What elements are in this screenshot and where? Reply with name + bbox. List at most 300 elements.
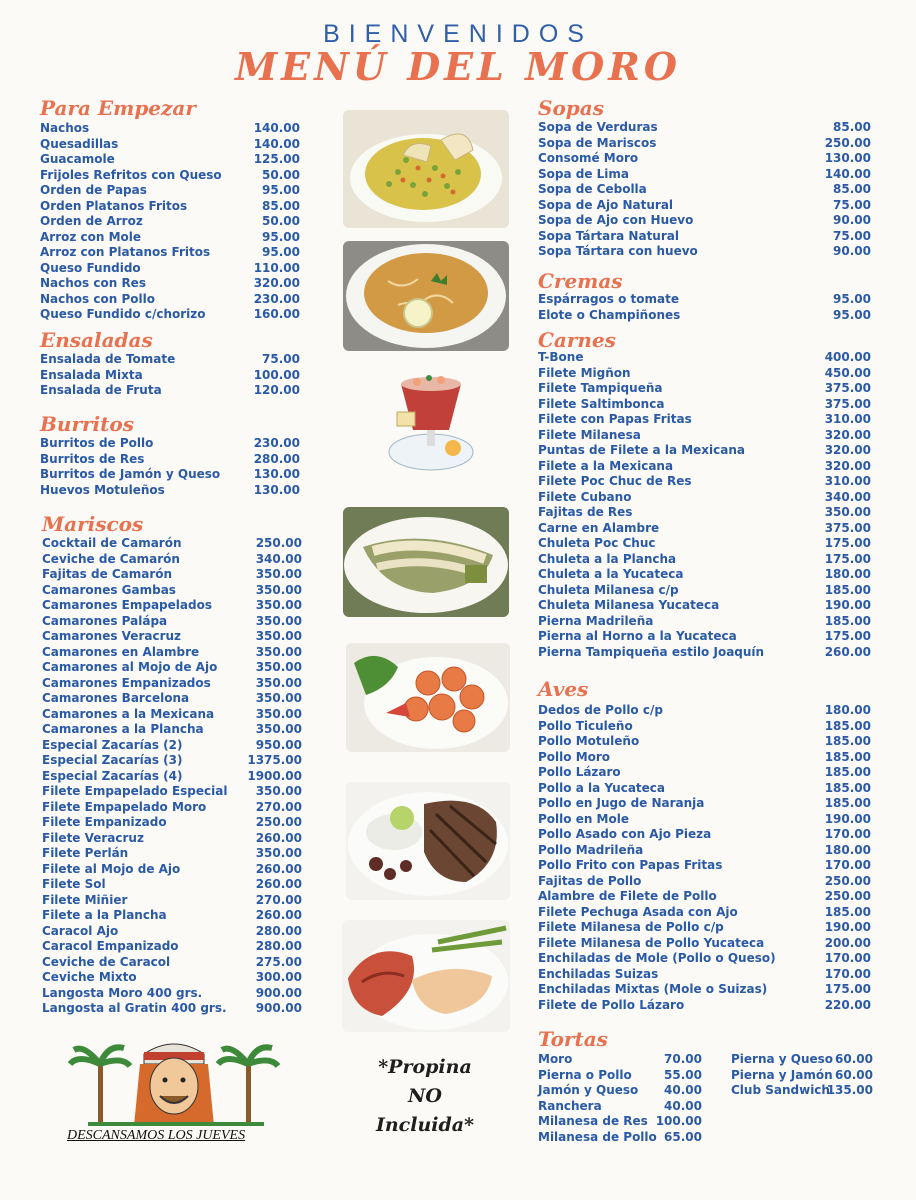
menu-item — [538, 629, 871, 645]
menu-item-price: 950.00 — [255, 737, 302, 752]
menu-item — [42, 660, 302, 676]
menu-item-name: Filete Saltimbonca — [538, 396, 665, 411]
menu-item-price: 95.00 — [262, 229, 300, 244]
menu-item-name: Guacamole — [40, 152, 115, 166]
menu-item-price: 1375.00 — [247, 753, 302, 767]
photo-garlic-shrimp — [346, 643, 510, 752]
menu-item — [40, 467, 300, 483]
menu-item-price: 125.00 — [253, 152, 300, 166]
menu-item-name: Burritos de Pollo — [40, 436, 154, 450]
heading-burritos: Burritos — [40, 412, 134, 436]
menu-item-price: 280.00 — [253, 451, 300, 466]
menu-item-price: 110.00 — [253, 260, 300, 275]
tip-line-3: Incluida* — [375, 1114, 475, 1136]
menu-item — [538, 428, 871, 444]
menu-item-name: Ceviche de Camarón — [42, 551, 180, 566]
menu-item-price: 350.00 — [255, 582, 302, 597]
menu-item-name: Orden Platanos Fritos — [40, 198, 188, 213]
menu-item — [42, 738, 302, 754]
menu-item — [42, 598, 302, 614]
restaurant-logo — [68, 1034, 282, 1130]
menu-item — [538, 982, 871, 998]
heading-mariscos: Mariscos — [42, 512, 144, 536]
menu-item-price: 130.00 — [253, 467, 300, 481]
menu-item-name: Burritos de Res — [40, 451, 145, 466]
menu-item-price: 90.00 — [833, 244, 871, 258]
menu-item-price: 175.00 — [824, 982, 871, 996]
menu-item-name: Ranchera — [538, 1098, 602, 1113]
menu-item — [538, 583, 871, 599]
menu-item-price: 350.00 — [255, 613, 302, 628]
menu-item — [538, 1083, 702, 1099]
menu-item-name: Carne en Alambre — [538, 520, 660, 535]
menu-item — [538, 198, 871, 214]
menu-item-price: 310.00 — [824, 474, 871, 488]
menu-item-name: Caracol Empanizado — [42, 939, 179, 953]
menu-item-price: 180.00 — [824, 842, 871, 857]
menu-item-name: Ensalada Mixta — [40, 367, 143, 382]
menu-item — [538, 1114, 702, 1130]
menu-item-name: Fajitas de Pollo — [538, 873, 642, 888]
menu-item-price: 60.00 — [835, 1052, 873, 1066]
menu-item-name: Sopa de Verduras — [538, 120, 658, 134]
list-burritos — [40, 436, 300, 498]
menu-item-name: Alambre de Filete de Pollo — [538, 889, 717, 903]
menu-item-name: Camarones a la Mexicana — [42, 706, 215, 721]
menu-item — [538, 598, 871, 614]
menu-item-name: Pierna y Jamón — [731, 1067, 833, 1082]
menu-item — [40, 121, 300, 137]
menu-item-name: Especial Zacarías (4) — [42, 768, 183, 783]
menu-item — [538, 1052, 702, 1068]
menu-item — [538, 459, 871, 475]
menu-item — [538, 567, 871, 583]
menu-item — [42, 831, 302, 847]
menu-item-name: Sopa Tártara con huevo — [538, 244, 698, 258]
menu-item-price: 175.00 — [824, 629, 871, 643]
menu-item-price: 75.00 — [833, 228, 871, 243]
menu-item — [40, 214, 300, 230]
menu-item-price: 350.00 — [255, 722, 302, 736]
menu-item — [538, 244, 871, 260]
menu-item-price: 180.00 — [824, 703, 871, 717]
menu-item — [40, 137, 300, 153]
menu-item-name: Fajitas de Camarón — [42, 567, 173, 581]
menu-item-name: Sopa de Lima — [538, 166, 630, 181]
list-para-empezar — [40, 121, 300, 323]
menu-item — [538, 781, 871, 797]
menu-item-name: Quesadillas — [40, 136, 119, 151]
menu-item-name: Pollo Moro — [538, 749, 611, 764]
menu-item-price: 95.00 — [833, 292, 871, 306]
heading-cremas: Cremas — [538, 269, 623, 293]
menu-item — [538, 812, 871, 828]
list-mariscos — [42, 536, 302, 1017]
menu-item-price: 280.00 — [255, 939, 302, 953]
menu-item — [538, 614, 871, 630]
menu-item-price: 350.00 — [255, 675, 302, 690]
tip-line-1: *Propina — [378, 1056, 472, 1078]
menu-item-name: Camarones Gambas — [42, 582, 176, 597]
menu-item-price: 320.00 — [824, 458, 871, 473]
list-ensaladas — [40, 352, 300, 399]
menu-item — [42, 800, 302, 816]
menu-item-price: 95.00 — [833, 307, 871, 322]
menu-item — [42, 614, 302, 630]
menu-item — [538, 796, 871, 812]
menu-item — [538, 765, 871, 781]
menu-item-name: Chuleta Poc Chuc — [538, 536, 656, 550]
menu-item-price: 900.00 — [255, 1001, 302, 1015]
menu-item-price: 200.00 — [824, 935, 871, 950]
menu-item-price: 900.00 — [255, 985, 302, 1000]
menu-item-price: 75.00 — [833, 197, 871, 212]
menu-item-name: Filete Pechuga Asada con Ajo — [538, 904, 738, 919]
photo-rice-dish — [343, 110, 509, 228]
closed-thursdays-note: DESCANSAMOS LOS JUEVES — [67, 1128, 246, 1143]
menu-item-name: Milanesa de Pollo — [538, 1129, 657, 1144]
menu-item-price: 185.00 — [824, 582, 871, 597]
menu-item — [42, 970, 302, 986]
menu-item-name: Pollo Asado con Ajo Pieza — [538, 827, 712, 841]
menu-item-name: Club Sandwich — [731, 1083, 830, 1097]
menu-item-price: 180.00 — [824, 567, 871, 581]
heading-aves: Aves — [538, 677, 589, 701]
menu-item-price: 70.00 — [664, 1052, 702, 1066]
menu-item-name: Filete al Mojo de Ajo — [42, 861, 181, 876]
menu-item-name: Sopa de Mariscos — [538, 135, 657, 150]
list-tortas-right — [731, 1052, 873, 1099]
menu-item-name: Pollo Madrileña — [538, 842, 644, 857]
menu-item-name: Filete Milanesa de Pollo Yucateca — [538, 935, 765, 950]
menu-item-name: Huevos Motuleños — [40, 482, 165, 497]
menu-item — [42, 924, 302, 940]
menu-item — [538, 505, 871, 521]
menu-item-name: Puntas de Filete a la Mexicana — [538, 443, 746, 457]
menu-item — [42, 1001, 302, 1017]
photo-grilled-steak — [346, 782, 510, 900]
menu-item-price: 340.00 — [255, 551, 302, 566]
menu-item — [40, 168, 300, 184]
menu-item — [538, 213, 871, 229]
menu-item-name: Sopa de Ajo con Huevo — [538, 213, 694, 227]
menu-item-price: 350.00 — [255, 629, 302, 643]
menu-item-price: 85.00 — [833, 182, 871, 196]
menu-item — [42, 691, 302, 707]
menu-item-name: Filete Veracruz — [42, 830, 144, 845]
menu-item — [538, 874, 871, 890]
menu-item — [42, 862, 302, 878]
menu-item-price: 320.00 — [253, 276, 300, 290]
menu-item-price: 130.00 — [824, 151, 871, 165]
menu-item — [538, 292, 871, 308]
menu-item-name: Chuleta a la Plancha — [538, 551, 677, 566]
menu-item-name: Camarones a la Plancha — [42, 722, 204, 736]
menu-item-name: Ensalada de Fruta — [40, 383, 162, 397]
menu-item — [42, 629, 302, 645]
heading-carnes: Carnes — [538, 328, 616, 352]
menu-item — [42, 707, 302, 723]
menu-item — [538, 843, 871, 859]
menu-item-name: Filete Tampiqueña — [538, 381, 663, 395]
menu-item-price: 250.00 — [255, 536, 302, 550]
menu-item-name: Pierna Tampiqueña estilo Joaquín — [538, 644, 765, 659]
menu-item — [538, 443, 871, 459]
menu-item — [42, 846, 302, 862]
menu-item — [40, 199, 300, 215]
menu-item-name: Camarones Barcelona — [42, 691, 190, 705]
menu-item — [538, 167, 871, 183]
menu-item — [538, 936, 871, 952]
menu-item — [42, 986, 302, 1002]
heading-tortas: Tortas — [538, 1027, 608, 1051]
tip-not-included-note — [350, 1053, 500, 1140]
menu-item — [40, 292, 300, 308]
list-tortas-left — [538, 1052, 702, 1145]
menu-item — [538, 120, 871, 136]
menu-item-price: 175.00 — [824, 536, 871, 550]
menu-item-name: Moro — [538, 1052, 573, 1066]
menu-item-price: 450.00 — [824, 365, 871, 380]
menu-item-price: 260.00 — [255, 861, 302, 876]
menu-item-name: Pollo a la Yucateca — [538, 780, 666, 795]
menu-item-name: Sopa de Cebolla — [538, 182, 647, 196]
menu-item-name: Pierna y Queso — [731, 1052, 834, 1066]
menu-item-price: 95.00 — [262, 183, 300, 197]
menu-item — [42, 939, 302, 955]
menu-item — [42, 567, 302, 583]
menu-item-name: Burritos de Jamón y Queso — [40, 467, 221, 481]
menu-item-price: 375.00 — [824, 381, 871, 395]
menu-item-price: 185.00 — [824, 904, 871, 919]
menu-item-price: 135.00 — [826, 1083, 873, 1097]
menu-item-price: 320.00 — [824, 443, 871, 457]
menu-item-name: Especial Zacarías (3) — [42, 753, 183, 767]
menu-item-price: 230.00 — [253, 291, 300, 306]
menu-item — [538, 397, 871, 413]
menu-item-name: Camarones al Mojo de Ajo — [42, 660, 218, 674]
menu-item — [42, 815, 302, 831]
menu-item-price: 230.00 — [253, 436, 300, 450]
menu-item — [42, 955, 302, 971]
menu-item-name: Filete Poc Chuc de Res — [538, 474, 692, 488]
menu-item-name: Filete Empanizado — [42, 815, 167, 829]
menu-item-name: T-Bone — [538, 350, 584, 364]
menu-item-name: Jamón y Queso — [538, 1083, 639, 1097]
menu-item — [538, 905, 871, 921]
menu-item — [42, 753, 302, 769]
menu-item-price: 170.00 — [824, 827, 871, 841]
menu-item-name: Chuleta Milanesa c/p — [538, 582, 679, 597]
heading-sopas: Sopas — [538, 96, 604, 120]
menu-item — [538, 967, 871, 983]
menu-item-name: Frijoles Refritos con Queso — [40, 167, 222, 182]
menu-item — [42, 676, 302, 692]
menu-item-price: 140.00 — [253, 136, 300, 151]
menu-item-price: 185.00 — [824, 613, 871, 628]
menu-item — [538, 645, 871, 661]
menu-item — [538, 412, 871, 428]
menu-item-name: Filete Empapelado Especial — [42, 784, 228, 798]
menu-item-name: Pierna o Pollo — [538, 1067, 632, 1082]
menu-item-price: 140.00 — [824, 166, 871, 181]
menu-item-name: Queso Fundido c/chorizo — [40, 307, 206, 321]
menu-item-name: Pollo Lázaro — [538, 765, 621, 779]
menu-item — [538, 920, 871, 936]
menu-item-name: Ceviche Mixto — [42, 970, 137, 984]
menu-item — [42, 552, 302, 568]
menu-item — [40, 230, 300, 246]
menu-item-name: Pollo Frito con Papas Fritas — [538, 858, 723, 872]
menu-item — [42, 893, 302, 909]
menu-item — [538, 182, 871, 198]
menu-item-name: Nachos con Pollo — [40, 291, 155, 306]
menu-item — [538, 1099, 702, 1115]
menu-item-price: 185.00 — [824, 734, 871, 748]
menu-item-name: Fajitas de Res — [538, 505, 633, 519]
list-sopas — [538, 120, 871, 260]
menu-item-price: 100.00 — [655, 1114, 702, 1128]
menu-item-price: 190.00 — [824, 811, 871, 826]
menu-item — [538, 750, 871, 766]
menu-item-price: 350.00 — [255, 784, 302, 798]
menu-item-name: Dedos de Pollo c/p — [538, 703, 663, 717]
welcome-text: BIENVENIDOS — [323, 20, 593, 48]
menu-item-price: 85.00 — [262, 198, 300, 213]
menu-item-name: Pollo en Jugo de Naranja — [538, 796, 705, 810]
menu-item-name: Queso Fundido — [40, 260, 141, 275]
menu-item-price: 50.00 — [262, 214, 300, 228]
menu-item — [40, 276, 300, 292]
menu-item-name: Camarones Empanizados — [42, 675, 211, 690]
menu-item-name: Filete Perlán — [42, 846, 129, 860]
menu-item-price: 175.00 — [824, 551, 871, 566]
menu-item-price: 260.00 — [255, 830, 302, 845]
menu-item-name: Orden de Papas — [40, 183, 147, 197]
menu-item-name: Camarones Veracruz — [42, 629, 182, 643]
menu-item-price: 270.00 — [255, 799, 302, 814]
menu-item-price: 95.00 — [262, 245, 300, 259]
menu-item-price: 350.00 — [824, 505, 871, 519]
menu-item-name: Ensalada de Tomate — [40, 352, 176, 366]
menu-item — [42, 784, 302, 800]
menu-item — [40, 452, 300, 468]
menu-item-name: Arroz con Platanos Fritos — [40, 245, 211, 259]
menu-item — [538, 136, 871, 152]
menu-item-price: 160.00 — [253, 307, 300, 321]
menu-item-name: Pollo Motuleño — [538, 734, 640, 748]
menu-item-name: Pierna Madrileña — [538, 613, 654, 628]
menu-item-price: 170.00 — [824, 858, 871, 872]
menu-item-name: Orden de Arroz — [40, 214, 143, 228]
menu-item — [538, 151, 871, 167]
menu-item-name: Filete Sol — [42, 877, 106, 891]
menu-item — [538, 889, 871, 905]
menu-item-name: Enchiladas Mixtas (Mole o Suizas) — [538, 982, 768, 996]
menu-item-price: 50.00 — [262, 167, 300, 182]
menu-item-price: 185.00 — [824, 749, 871, 764]
menu-item-price: 340.00 — [824, 489, 871, 504]
menu-item-price: 280.00 — [255, 923, 302, 938]
menu-item-name: Langosta Moro 400 grs. — [42, 985, 203, 1000]
menu-item — [538, 951, 871, 967]
palm-tree-icon — [70, 1047, 130, 1122]
menu-item — [40, 383, 300, 399]
menu-item-price: 185.00 — [824, 780, 871, 795]
menu-item — [42, 645, 302, 661]
menu-item-price: 130.00 — [253, 482, 300, 497]
menu-item-name: Filete con Papas Fritas — [538, 412, 692, 426]
menu-item-name: Chuleta Milanesa Yucateca — [538, 598, 720, 612]
menu-item-name: Sopa de Ajo Natural — [538, 197, 674, 212]
menu-item-name: Filete a la Plancha — [42, 908, 167, 922]
menu-item-price: 170.00 — [824, 951, 871, 965]
menu-item-name: Cocktail de Camarón — [42, 536, 182, 550]
menu-item-name: Enchiladas de Mole (Pollo o Queso) — [538, 951, 776, 965]
menu-item — [538, 381, 871, 397]
menu-item-price: 40.00 — [664, 1098, 702, 1113]
menu-item — [731, 1068, 873, 1084]
menu-item-name: Consomé Moro — [538, 151, 639, 165]
menu-item-price: 400.00 — [824, 350, 871, 364]
menu-item-name: Chuleta a la Yucateca — [538, 567, 684, 581]
menu-item-name: Ceviche de Caracol — [42, 954, 171, 969]
menu-item — [538, 719, 871, 735]
menu-item — [40, 352, 300, 368]
menu-item-price: 185.00 — [824, 765, 871, 779]
palm-tree-icon — [218, 1047, 278, 1122]
menu-item — [40, 245, 300, 261]
menu-item-name: Filete de Pollo Lázaro — [538, 997, 685, 1012]
menu-item-name: Filete Cubano — [538, 489, 632, 504]
menu-item — [538, 536, 871, 552]
photo-lime-soup — [343, 241, 509, 351]
menu-item-name: Filete Milanesa — [538, 427, 641, 442]
menu-item-name: Caracol Ajo — [42, 923, 119, 938]
menu-item-price: 55.00 — [664, 1067, 702, 1082]
menu-item — [40, 183, 300, 199]
menu-item — [42, 722, 302, 738]
menu-item — [40, 307, 300, 323]
menu-item — [538, 350, 871, 366]
menu-item — [538, 366, 871, 382]
menu-item-price: 375.00 — [824, 520, 871, 535]
menu-item-price: 260.00 — [255, 877, 302, 891]
menu-item-price: 140.00 — [253, 121, 300, 135]
menu-item — [42, 583, 302, 599]
menu-item-price: 350.00 — [255, 660, 302, 674]
menu-item-price: 250.00 — [255, 815, 302, 829]
menu-item-name: Camarones Palápa — [42, 613, 168, 628]
menu-item — [538, 998, 871, 1014]
heading-para-empezar: Para Empezar — [40, 96, 196, 120]
menu-item-name: Langosta al Gratin 400 grs. — [42, 1001, 227, 1015]
menu-item — [731, 1052, 873, 1068]
menu-item — [538, 734, 871, 750]
menu-item-price: 120.00 — [253, 383, 300, 397]
menu-item-price: 75.00 — [262, 352, 300, 366]
menu-item — [40, 152, 300, 168]
menu-item-name: Camarones Empapelados — [42, 598, 212, 612]
menu-item-price: 185.00 — [824, 796, 871, 810]
menu-item — [538, 703, 871, 719]
tip-line-2: NO — [408, 1085, 442, 1107]
menu-item-price: 40.00 — [664, 1083, 702, 1097]
menu-item-price: 250.00 — [824, 873, 871, 888]
menu-item — [538, 474, 871, 490]
list-cremas — [538, 292, 871, 323]
menu-item-name: Filete Milanesa de Pollo c/p — [538, 920, 724, 934]
